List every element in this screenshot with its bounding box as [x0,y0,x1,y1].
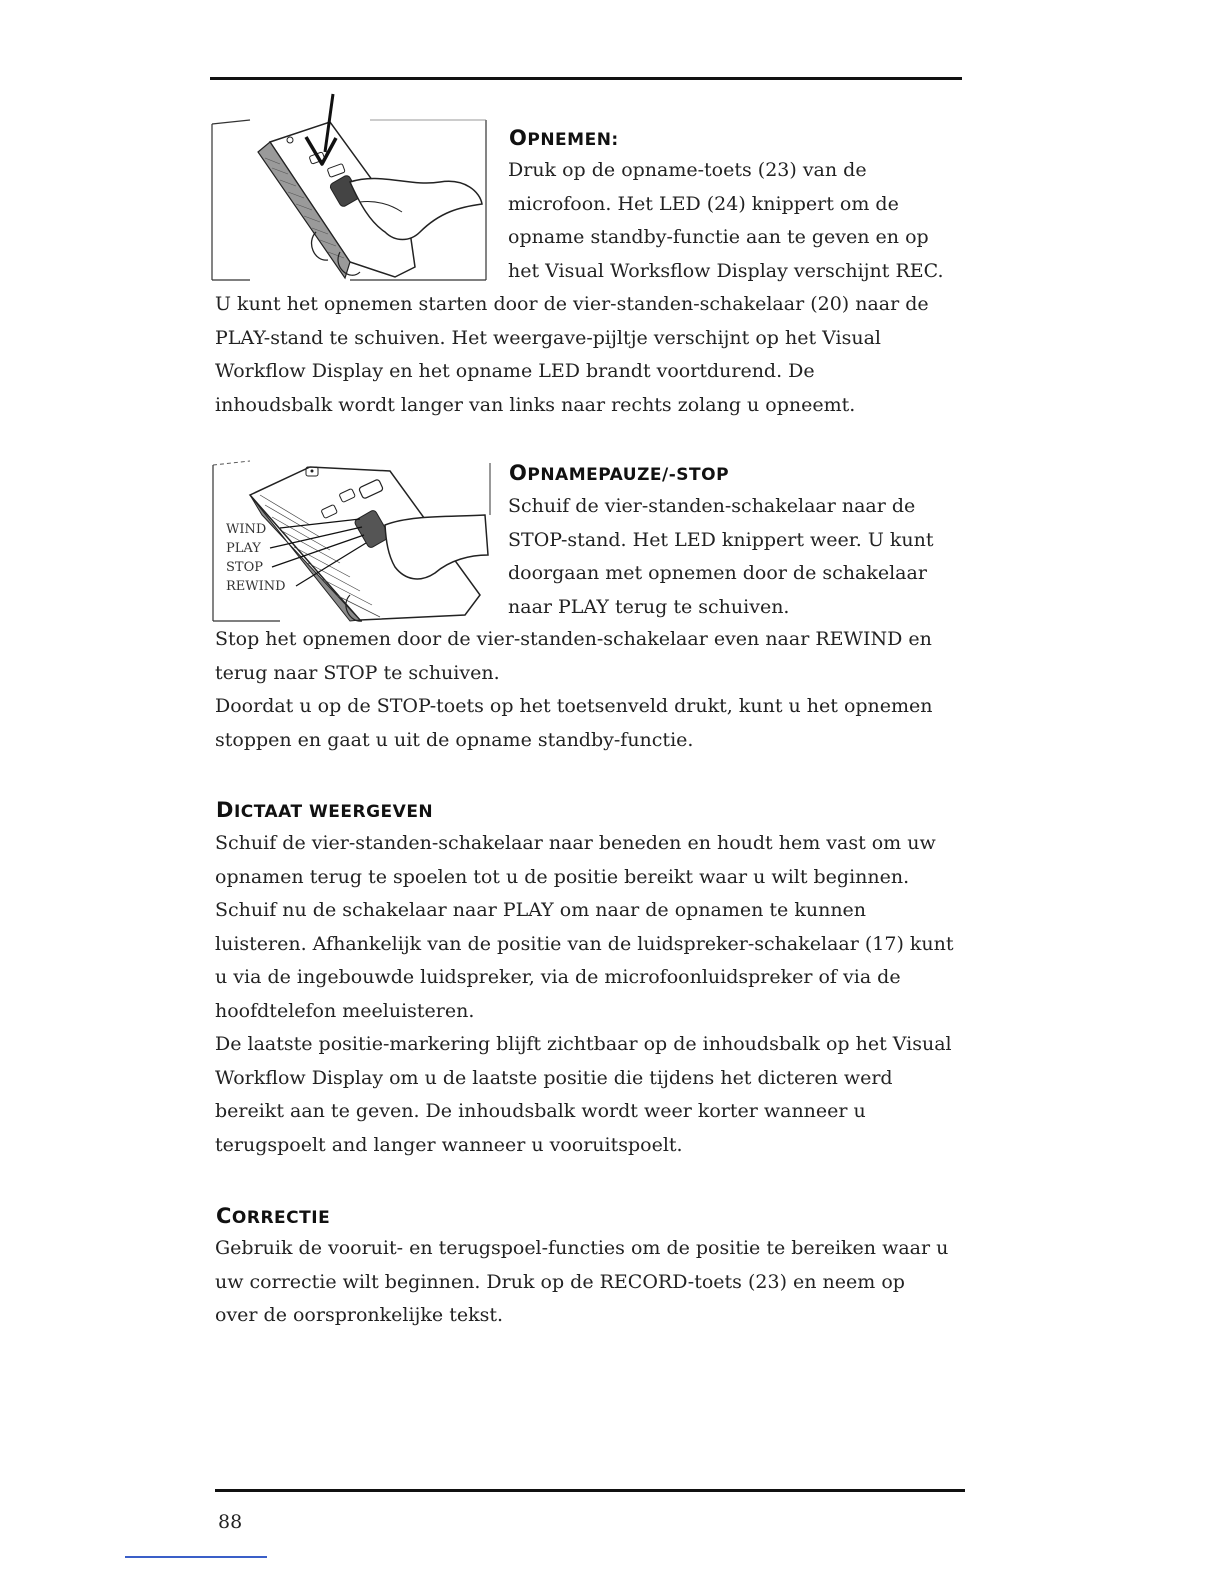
label-play: PLAY [226,541,261,556]
text-line: doorgaan met opnemen door de schakelaar [508,562,927,584]
heading-dictaat-weergeven: DICTAAT WEERGEVEN [216,798,434,822]
text-line: De laatste positie-markering blijft zichtbaar op de inhoudsbalk op het Visual [215,1033,952,1055]
bottom-rule [215,1489,965,1492]
heading-opnamepauze: OPNAMEPAUZE/-STOP [509,461,730,485]
label-stop: STOP [226,560,263,575]
top-rule [210,77,962,80]
text-line: opname standby-functie aan te geven en op [508,226,929,248]
text-line: terug naar STOP te schuiven. [215,661,500,684]
text-line: microfoon. Het LED (24) knippert om de [508,192,899,215]
text-line: u via de ingebouwde luidspreker, via de microfoonluidspreker of via de [215,966,901,988]
text-line: bereikt aan te geven. De inhoudsbalk wordt weer korter wanneer u [215,1100,866,1122]
figure-four-position-switch [210,455,495,625]
opnemen-side-text [508,154,944,288]
text-line: Workflow Display om u de laatste positie die tijdens het dicteren werd [215,1066,893,1089]
text-line: naar PLAY terug te schuiven. [508,595,790,618]
heading-correctie: CORRECTIE [216,1204,331,1228]
figure-record-button [210,92,490,282]
text-line: Stop het opnemen door de vier-standen-schakelaar even naar REWIND en [215,628,932,650]
text-line: Gebruik de vooruit- en terugspoel-functies om de positie te bereiken waar u [215,1237,949,1259]
text-line: Druk op de opname-toets (23) van de [508,159,867,181]
label-rewind: REWIND [226,579,286,594]
text-line: hoofdtelefon meeluisteren. [215,999,475,1022]
correctie-text [215,1232,948,1333]
opnamepauze-full-text [215,623,933,757]
scan-edge-line [125,1556,267,1558]
text-line: uw correctie wilt beginnen. Druk op de RECORD-toets (23) en neem op [215,1270,905,1293]
switch-positions-illustration [210,455,495,625]
text-line: PLAY-stand te schuiven. Het weergave-pijltje verschijnt op het Visual [215,326,881,349]
text-line: U kunt het opnemen starten door de vier-standen-schakelaar (20) naar de [215,293,929,315]
text-line: het Visual Worksflow Display verschijnt REC. [508,259,944,282]
page-number: 88 [218,1511,243,1533]
label-wind: WIND [226,522,267,537]
text-line: Doordat u op de STOP-toets op het toetsenveld drukt, kunt u het opnemen [215,695,933,717]
text-line: inhoudsbalk wordt langer van links naar rechts zolang u opneemt. [215,393,856,416]
heading-opnemen: OPNEMEN: [509,126,619,150]
text-line: luisteren. Afhankelijk van de positie van de luidspreker-schakelaar (17) kunt [215,932,954,955]
text-line: Schuif de vier-standen-schakelaar naar de [508,495,916,517]
text-line: over de oorspronkelijke tekst. [215,1304,504,1326]
text-line: Workflow Display en het opname LED brandt voortdurend. De [215,360,815,382]
microphone-record-illustration [210,92,490,282]
text-line: opnamen terug te spoelen tot u de positie bereikt waar u wilt beginnen. [215,865,910,888]
text-line: terugspoelt and langer wanneer u vooruitspoelt. [215,1133,683,1156]
text-line: STOP-stand. Het LED knippert weer. U kunt [508,528,934,551]
text-line: Schuif nu de schakelaar naar PLAY om naar de opnamen te kunnen [215,899,867,921]
opnamepauze-side-text [508,490,934,624]
text-line: stoppen en gaat u uit de opname standby-functie. [215,728,694,751]
dictaat-text [215,827,954,1162]
text-line: Schuif de vier-standen-schakelaar naar beneden en houdt hem vast om uw [215,832,936,854]
opnemen-full-text [215,288,929,422]
